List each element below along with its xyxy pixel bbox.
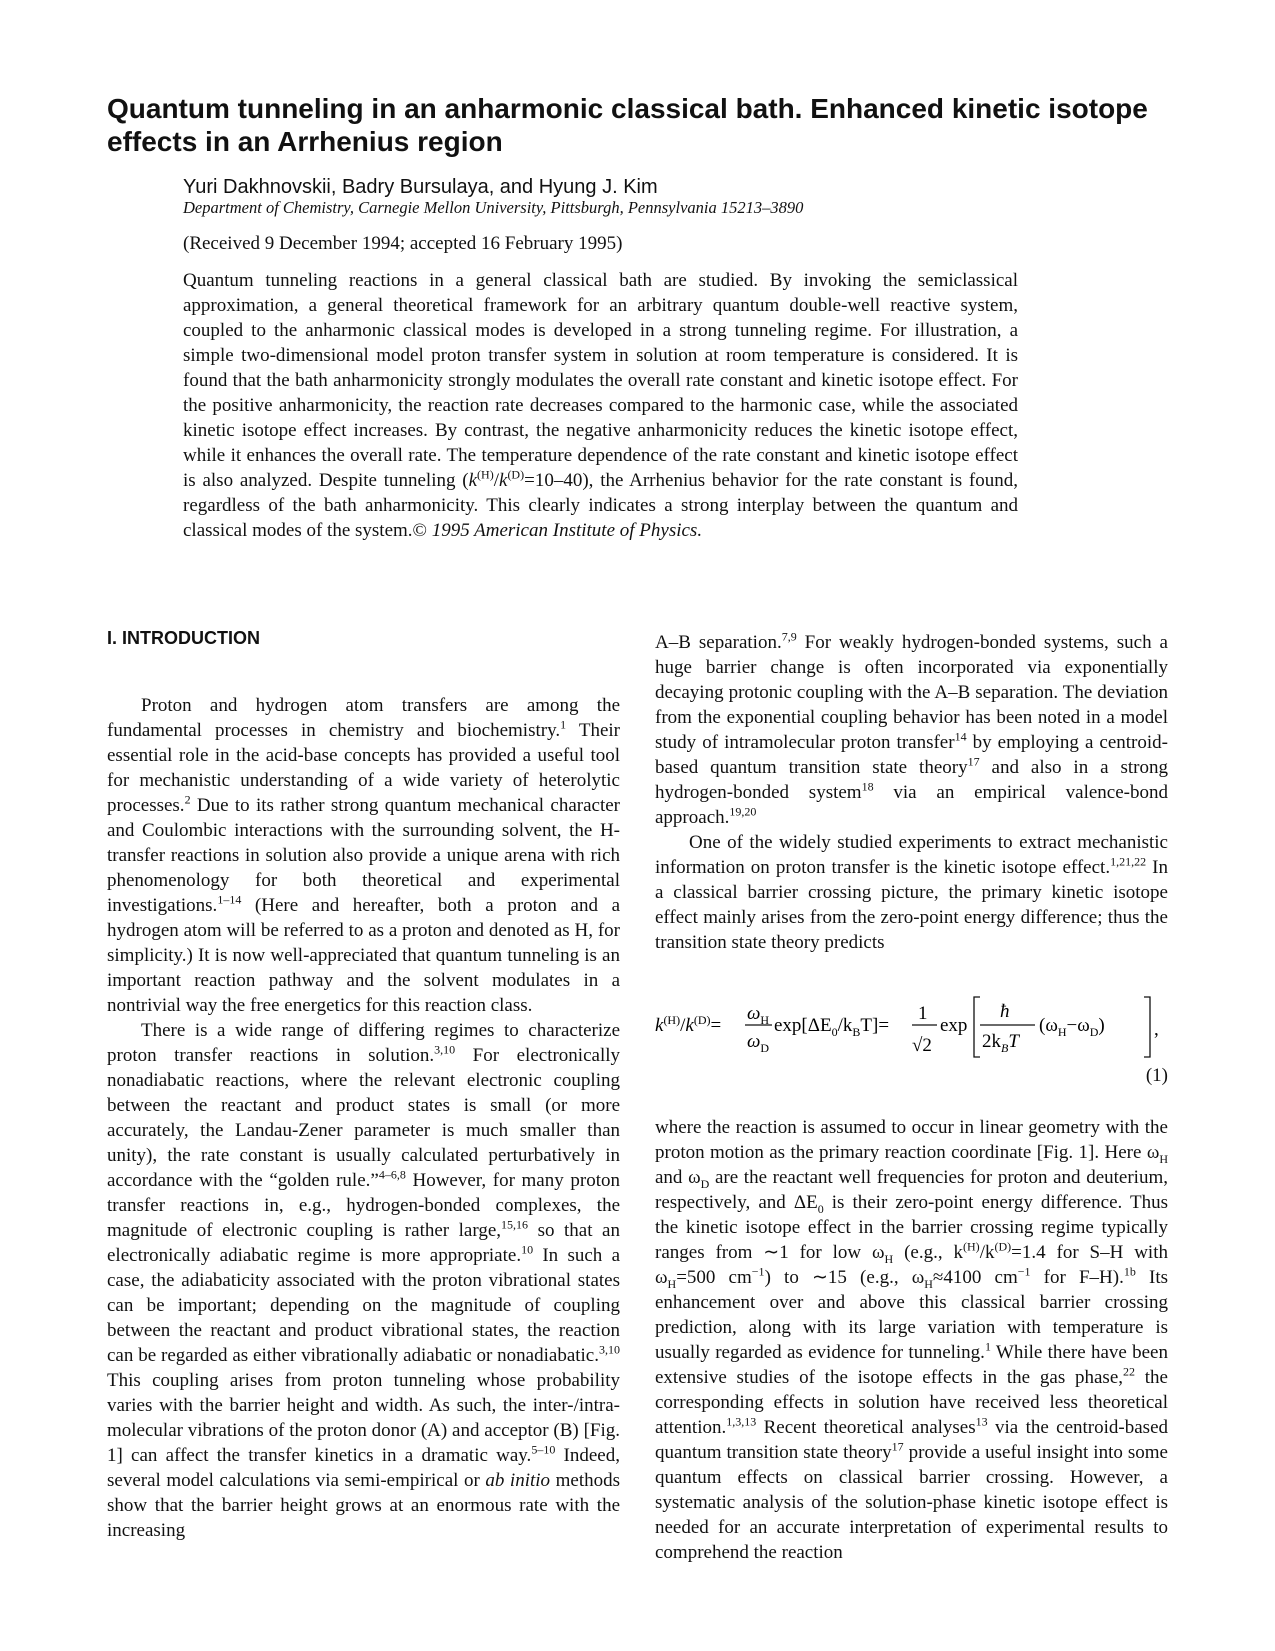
equation-body (655, 991, 1168, 1061)
citation-10: 10 (521, 1242, 534, 1257)
citation-18: 18 (861, 779, 874, 794)
citation-3-10: 3,10 (434, 1042, 456, 1057)
p4-text: One of the widely studied experiments to extract mechanistic information on proton transfer is the kinetic isotope effect. (655, 832, 1168, 878)
abstract-ratio-k2: k (499, 470, 508, 491)
equation-number: (1) (1145, 1065, 1168, 1086)
eq-exp2: exp (940, 1015, 968, 1036)
p2-text-b: For electronically nonadiabatic reactions, where the relevant electronic coupling between the reactant and product states is small (or more accurately, the Landau-Zener parameter is much smaller than unity), the rate constant is usually calculated perturbatively in accordance with the “golden rule.” (107, 1045, 621, 1191)
p5-text-m: While there have been extensive studies of the isotope effects in the gas phase, (655, 1342, 1168, 1388)
citation-5-10: 5–10 (531, 1442, 556, 1457)
p2-text-f: This coupling arises from proton tunneling whose probability varies with the barrier height and width. As such, the inter-/intra-molecular vibrations of the proton donor (A) and acceptor (B) [Fig. 1] can affect the transfer kinetics in a dramatic way. (107, 1370, 620, 1466)
p5-sup-h: (H) (963, 1239, 980, 1254)
eq-equals: = (710, 1015, 722, 1036)
p5-text-h: =500 cm (676, 1267, 752, 1288)
abstract-ratio-slash: / (493, 470, 499, 491)
eq-lhs-k: k (655, 1015, 664, 1036)
p5-text-j: ≈4100 cm (932, 1267, 1018, 1288)
p5-text-f: /k (979, 1242, 995, 1263)
p5-text-g: =1.4 for S–H with ω (655, 1242, 1168, 1288)
p3-text: A–B separation. (655, 632, 782, 653)
p2-text-c: However, for many proton transfer reactions in, e.g., hydrogen-bonded complexes, the magnitude of electronic coupling is rather large, (107, 1170, 620, 1241)
p5-text-i: ) to ∼15 (e.g., ω (764, 1267, 925, 1288)
left-column (107, 630, 620, 1543)
p5-text-b: and ω (655, 1167, 701, 1188)
abstract-text: Quantum tunneling reactions in a general classical bath are studied. By invoking the semiclassical approximation, a general theoretical framework for an arbitrary quantum double-well reactive system, coupled to the anharmonic classical modes is developed in a strong tunneling regime. For illustration, a simple two-dimensional model proton transfer system in solution at room temperature is considered. It is found that the bath anharmonicity strongly modulates the overall rate constant and kinetic isotope effect. For the positive anharmonicity, the reaction rate decreases compared to the harmonic case, while the associated kinetic isotope effect increases. By contrast, the negative anharmonicity reduces the kinetic isotope effect, while it enhances the overall rate. The temperature dependence of the rate constant and kinetic isotope effect is also analyzed. Despite tunneling ( (183, 270, 1018, 491)
eq-lhs (655, 1013, 721, 1036)
p5-text-c: are the reactant well frequencies for proton and deuterium, respectively, and ΔE (655, 1167, 1168, 1213)
p5-sub-0: 0 (817, 1201, 824, 1216)
p1-text-c: Due to its rather strong quantum mechanical character and Coulombic interactions with the surrounding solvent, the H-transfer reactions in solution also provide a unique arena with rich phenomenology for both theoretical and experimental investigations. (107, 795, 620, 916)
eq-right-bracket (1144, 997, 1150, 1057)
citation-19-20: 19,20 (729, 804, 757, 819)
citation-22: 22 (1123, 1364, 1135, 1379)
p5-sup-d: (D) (994, 1239, 1012, 1254)
eq-frac3-den: $2k_BT$ (982, 1031, 1019, 1055)
eq-frac1-den: $\omega_D$ (747, 1031, 770, 1055)
p5-sub-h4: H (924, 1276, 933, 1291)
author-list: Yuri Dakhnovskii, Badry Bursulaya, and Hyung J. Kim (183, 176, 658, 198)
section-heading: I. INTRODUCTION (107, 628, 260, 648)
p5-sub-d: D (700, 1176, 710, 1191)
citation-17: 17 (967, 754, 980, 769)
citation-17b: 17 (891, 1439, 904, 1454)
p3-text-d: and also in a strong hydrogen-bonded system (655, 757, 1168, 803)
paragraph-5 (655, 1115, 1168, 1565)
abstract-ratio-k: k (468, 470, 478, 491)
citation-15-16: 15,16 (501, 1217, 529, 1232)
p5-sub-h2: H (884, 1251, 894, 1266)
citation-1-14: 1–14 (217, 892, 242, 907)
received-dates: (Received 9 December 1994; accepted 16 February 1995) (183, 233, 623, 254)
p5-text-n: the corresponding effects in solution have received less theoretical attention. (655, 1367, 1168, 1438)
p4-text-b: In a classical barrier crossing picture, the primary kinetic isotope effect mainly arises from the zero-point energy difference; thus the transition state theory predicts (655, 857, 1169, 953)
equation-1 (655, 979, 1168, 1091)
abstract-text-2: , the Arrhenius behavior for the rate constant is found, regardless of the bath anharmonicity. This clearly indicates a strong interplay between the quantum and classical modes of the system.© (183, 470, 1018, 541)
p5-text-d: is their zero-point energy difference. Thus the kinetic isotope effect in the barrier crossing regime typically ranges from ∼1 for low ω (655, 1192, 1168, 1263)
p3-text-e: via an empirical valence-bond approach. (655, 782, 1168, 828)
p2-text-e: In such a case, the adiabaticity associated with the proton vibrational states can be important; depending on the magnitude of coupling between the reactant and product vibrational states, the reaction can be regarded as either vibrationally adiabatic or nonadiabatic. (107, 1245, 620, 1366)
p2-text-h: methods show that the barrier height grows at an enormous rate with the increasing (107, 1470, 620, 1541)
eq-paren: $(\omega_H-\omega_D)$ (1039, 1015, 1105, 1039)
right-column (655, 630, 1168, 1565)
article-title: Quantum tunneling in an anharmonic classical bath. Enhanced kinetic isotope effects in an Arrhenius region (107, 93, 1148, 157)
citation-1-21-22: 1,21,22 (1110, 854, 1147, 869)
affiliation: Department of Chemistry, Carnegie Mellon University, Pittsburgh, Pennsylvania 15213–3890 (183, 198, 804, 217)
eq-lhs-d: (D) (693, 1013, 711, 1027)
citation-1b: 1b (1123, 1264, 1136, 1279)
p5-sub-h: H (1159, 1151, 1168, 1166)
citation-1: 1 (560, 717, 567, 732)
eq-left-bracket (974, 997, 980, 1057)
p5-sup-m1: −1 (751, 1264, 765, 1279)
p5-text-a: where the reaction is assumed to occur in linear geometry with the proton motion as the primary reaction coordinate [Fig. 1]. Here ω (655, 1117, 1168, 1163)
p5-text-e: (e.g., k (893, 1242, 964, 1263)
paragraph-3 (655, 630, 1168, 830)
abstract-ratio-value: =10–40) (524, 470, 589, 491)
p5-text-p: via the centroid-based quantum transition state theory (655, 1417, 1169, 1463)
paragraph-1 (107, 693, 620, 1018)
p5-sup-m1b: −1 (1017, 1264, 1031, 1279)
copyright-notice: 1995 American Institute of Physics. (431, 520, 703, 541)
eq-lhs-k2: k (685, 1015, 694, 1036)
p5-sub-h3: H (667, 1276, 677, 1291)
eq-frac2-den: √2 (912, 1035, 932, 1056)
p3-text-b: For weakly hydrogen-bonded systems, such a huge barrier change is often incorporated via exponentially decaying protonic coupling with the A–B separation. The deviation from the exponential coupling behavior has been noted in a model study of intramolecular proton transfer (655, 632, 1168, 753)
p5-text-q: provide a useful insight into some quantum effects on classical barrier crossing. However, a systematic analysis of the solution-phase kinetic isotope effect is needed for an accurate interpretation of experimental results to comprehend the reaction (655, 1442, 1168, 1563)
p5-text-l: Its enhancement over and above this classical barrier crossing prediction, along with its large variation with temperature is usually regarded as evidence for tunneling. (655, 1267, 1169, 1363)
citation-7-9: 7,9 (781, 629, 797, 644)
abstract (183, 268, 1018, 543)
p1-text-b: Their essential role in the acid-base concepts has provided a useful tool for mechanistic understanding of a wide variety of heterolytic processes. (107, 720, 620, 816)
citation-14: 14 (954, 729, 967, 744)
p3-text-c: by employing a centroid-based quantum transition state theory (655, 732, 1168, 778)
abstract-ratio-h: (H) (477, 467, 494, 482)
p5-text-o: Recent theoretical analyses (756, 1417, 976, 1438)
citation-1c: 1 (984, 1339, 991, 1354)
citation-3-10b: 3,10 (599, 1342, 620, 1357)
citation-13: 13 (975, 1414, 988, 1429)
eq-comma: , (1154, 1019, 1159, 1040)
eq-frac2-num: 1 (918, 1003, 928, 1024)
p5-text-k: for F–H). (1030, 1267, 1124, 1288)
eq-lhs-h: (H) (663, 1013, 681, 1027)
p1-text-d: (Here and hereafter, both a proton and a hydrogen atom will be referred to as a proton and denoted as H, for simplicity.) It is now well-appreciated that quantum tunneling is an important reaction pathway and the solvent modulates in a nontrivial way the free energetics for this reaction class. (107, 895, 620, 1016)
citation-4-6-8: 4–6,8 (378, 1167, 406, 1182)
eq-frac3-num: ħ (1000, 1001, 1010, 1022)
p2-text-d: so that an electronically adiabatic regime is more appropriate. (107, 1220, 620, 1266)
eq-frac1-num: $\omega_H$ (747, 1003, 770, 1027)
p1-text: Proton and hydrogen atom transfers are among the fundamental processes in chemistry and biochemistry. (107, 695, 620, 741)
p2-text: There is a wide range of differing regimes to characterize proton transfer reactions in solution. (107, 1020, 620, 1066)
citation-1-3-13: 1,3,13 (726, 1414, 757, 1429)
eq-lhs-slash: / (680, 1015, 686, 1036)
paragraph-2 (107, 1018, 620, 1543)
ab-initio-italic: ab initio (485, 1470, 551, 1491)
paragraph-4 (655, 830, 1168, 955)
eq-exp1: $\exp[\Delta E_0/k_BT]=$ (774, 1015, 890, 1039)
citation-2: 2 (184, 792, 191, 807)
p2-text-g: Indeed, several model calculations via semi-empirical or (107, 1445, 620, 1491)
abstract-ratio-d: (D) (507, 467, 525, 482)
